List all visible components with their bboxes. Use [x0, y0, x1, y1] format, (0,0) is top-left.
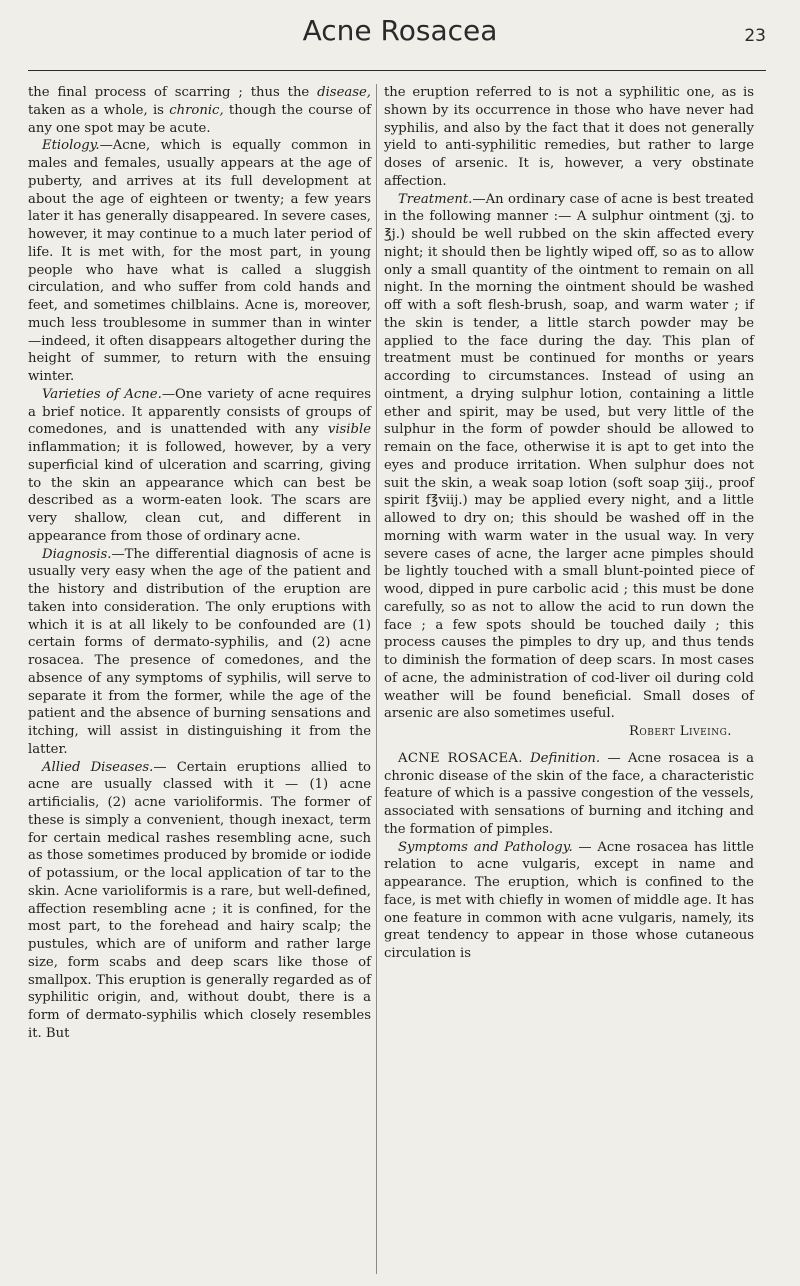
symptoms-heading: Symptoms and Pathology.	[398, 839, 573, 855]
paragraph-continuation-right: the eruption referred to is not a syphilitic one, as is shown by its occurrence in those who have never had syphilis, and also by the fact that it does not generally yield to anti-syphilitic remedies, but rather to large doses of arsenic. It is, however, a very obstinate affection.	[384, 85, 754, 189]
column-divider	[376, 84, 377, 1274]
varieties-heading: Varieties of Acne.	[42, 386, 162, 402]
allied-heading: Allied Diseases.	[42, 759, 154, 775]
entry-title: ACNE ROSACEA.	[398, 750, 523, 766]
etiology-heading: Etiology.	[42, 138, 100, 154]
left-column	[28, 84, 371, 1043]
treatment-heading: Treatment.	[398, 191, 473, 207]
diagnosis-heading: Diagnosis.	[42, 546, 112, 562]
paragraph-continuation: the final process of scarring ; thus the disease, taken as a whole, is chronic, though the course of any one spot may be acute.	[28, 85, 371, 136]
running-head	[0, 0, 800, 66]
paragraph-etiology: Etiology.—Acne, which is equally common in males and females, usually appears at the age of puberty, and arrives at its full development at about the age of eighteen or twenty; a few years later it has generally disappeared. In severe cases, however, it may continue to a much later period of life. It is met with, for the most part, in young people who have what is called a sluggish circulation, and who suffer from cold hands and feet, and sometimes chilblains. Acne is, moreover, much less troublesome in summer than in winter —indeed, it often disappears altogether during the height of summer, to return with the ensuing winter.	[28, 138, 371, 384]
paragraph-symptoms: Symptoms and Pathology. — Acne rosacea has little relation to acne vulgaris, except in name and appearance. The eruption, which is confined to the face, is met with chiefly in women of middle age. It has one feature in common with acne vulgaris, namely, its great tendency to appear in those whose cutaneous circulation is	[384, 839, 754, 961]
right-column	[384, 84, 754, 963]
paragraph-treatment: Treatment.—An ordinary case of acne is best treated in the following manner :— A sulphur ointment (ʒj. to ℥j.) should be well rubbed on the skin affected every night; it should then be lightly wiped off, so as to allow only a small quantity of the ointment to remain on all night. In the morning the ointment should be washed off with a soft flesh-brush, soap, and warm water ; if the skin is tender, a little starch powder may be applied to the face during the day. This plan of treatment must be continued for months or years according to circumstances. Instead of using an ointment, a drying sulphur lotion, containing a little ether and spirit, may be used, but very little of the sulphur in the form of powder should be allowed to remain on the face, otherwise it is apt to get into the eyes and produce irritation. When sulphur does not suit the skin, a weak soap lotion (soft soap ʒiij., proof spirit f℥viij.) may be applied every night, and a little allowed to dry on; this should be washed off in the morning with warm water in the usual way. In very severe cases of acne, the larger acne pimples should be lightly touched with a small blunt-pointed piece of wood, dipped in pure carbolic acid ; this must be done carefully, so as not to allow the acid to run down the face ; a few spots should be touched daily ; this process causes the pimples to dry up, and thus tends to diminish the formation of deep scars. In most cases of acne, the administration of cod-liver oil during cold weather will be found beneficial. Small doses of arsenic are also sometimes useful.	[384, 191, 754, 722]
header-rule	[28, 70, 766, 71]
paragraph-diagnosis: Diagnosis.—The differential diagnosis of acne is usually very easy when the age of the patient and the history and distribution of the eruption are taken into consideration. The only eruptions with which it is at all likely to be confounded are (1) certain forms of dermato-syphilis, and (2) acne rosacea. The presence of comedones, and the absence of any symptoms of syphilis, will serve to separate it from the former, while the age of the patient and the absence of burning sensations and itching, will assist in distinguishing it from the latter.	[28, 546, 371, 757]
author-signature: Robert Liveing.	[629, 724, 732, 739]
definition-heading: Definition.	[530, 750, 601, 766]
paragraph-acne-rosacea: ACNE ROSACEA. Definition. — Acne rosacea is a chronic disease of the skin of the face, a characteristic feature of which is a passive congestion of the vessels, associated with sensations of burning and itching and the formation of pimples.	[384, 750, 754, 837]
page-title: Acne Rosacea	[302, 14, 498, 47]
paragraph-allied-diseases: Allied Diseases.— Certain eruptions allied to acne are usually classed with it — (1) acne artificialis, (2) acne varioliformis. The former of these is simply a convenient, though inexact, term for certain medical rashes resembling acne, such as those sometimes produced by bromide or iodide of potassium, or the local application of tar to the skin. Acne varioliformis is a rare, but well-defined, affection resembling acne ; it is confined, for the most part, to the forehead and hairy scalp; the pustules, which are of uniform and rather large size, form scabs and deep scars like those of smallpox. This eruption is generally regarded as of syphilitic origin, and, without doubt, there is a form of dermato-syphilis which closely resembles it. But	[28, 759, 371, 1041]
page-number: 23	[744, 26, 766, 46]
paragraph-varieties: Varieties of Acne.—One variety of acne requires a brief notice. It apparently consists of groups of comedones, and is unattended with any visible inflammation; it is followed, however, by a very superficial kind of ulceration and scarring, giving to the skin an appearance which can best be described as a worm-eaten look. The scars are very shallow, clean cut, and different in appearance from those of ordinary acne.	[28, 386, 371, 544]
